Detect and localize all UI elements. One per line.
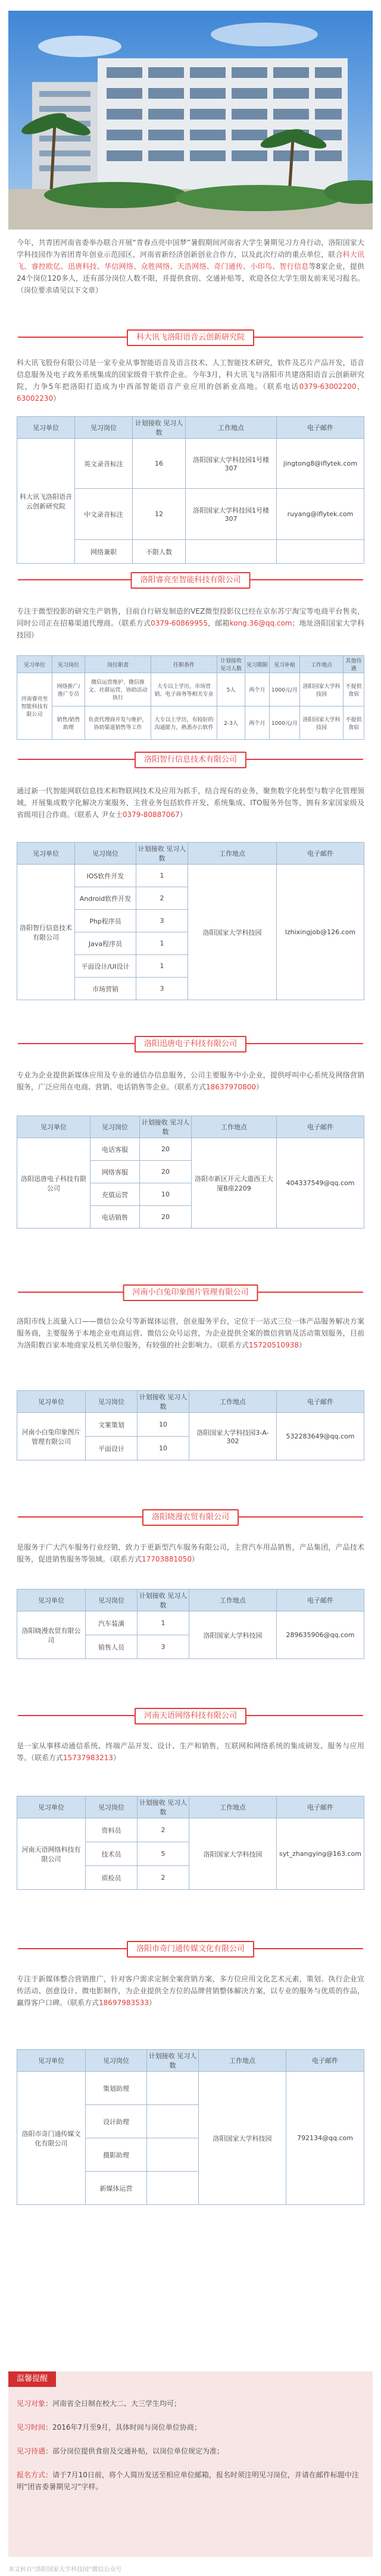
- cell-email: syt_zhangying@163.com: [277, 1818, 364, 1890]
- col-header: 见习单位: [17, 417, 75, 439]
- cell-count: 10: [138, 1413, 189, 1437]
- banner-title: 河南小白兔印象图片管理有限公司: [123, 1284, 258, 1301]
- desc-text: 专注于新媒体整合营销推广，针对客户需求定制全案营销方案，多方位应用文化艺术元素，策划、执行企业宣传活动、创意设计、微电影制作，为企业提供全方位的品牌营销整体解决方案，以专业的服务与优质的作品，赢得客户口碑。: [17, 1975, 364, 2007]
- col-header: 电子邮件: [277, 1796, 364, 1818]
- job-table-xiaoman: [17, 1589, 364, 1659]
- cell-email: 792134@qq.com: [286, 2072, 364, 2205]
- col-header: 计划接收见习人数: [217, 656, 245, 673]
- section-banner-tianyu: [0, 1707, 381, 1724]
- tip-value: ：部分岗位提供食宿及交通补贴，以岗位单位规定为准；: [45, 2447, 224, 2455]
- cell-count: 12: [133, 489, 186, 540]
- intro-after: 等8家企业，提供24个岗位120多人，还有部分岗位人数不限，并提供食宿、交通补贴等，欢迎各位大学生朋友前来见习报名。（岗位要求请见以下文章）: [17, 262, 364, 294]
- company-desc-xuntang: [17, 1069, 364, 1093]
- col-header: 见习单位: [17, 1589, 86, 1611]
- col-header: 见习岗位: [86, 1391, 138, 1413]
- cell-position: 充值运营: [90, 1183, 140, 1206]
- section-banner-zhixing: [0, 750, 381, 768]
- intro-paragraph: [17, 237, 364, 296]
- section-banner-xiaobaitu: [0, 1283, 381, 1301]
- col-header: 工作地点: [199, 2050, 286, 2072]
- col-header: 计划接收 见习人数: [138, 1391, 189, 1413]
- contact-phone: 17703881050: [142, 1555, 192, 1563]
- cell-position: 平面设计: [86, 1437, 138, 1460]
- col-header: 见习岗位: [90, 1116, 140, 1138]
- job-table-xiaobaitu: [17, 1390, 364, 1460]
- col-header: 任职条件: [151, 656, 217, 673]
- tip-item: [17, 2398, 364, 2409]
- cell-company: 河南睿亮至智能科技有限公司: [17, 673, 52, 740]
- cell-position: 中文录音标注: [75, 489, 133, 540]
- cell-location: 洛阳市新区开元大道西王大厦B座2209: [192, 1138, 277, 1229]
- col-header: 计划接收 见习人数: [138, 1796, 189, 1818]
- cell-location: [186, 540, 277, 564]
- desc-end: ；地址洛阳国家大学科技园）: [17, 619, 364, 639]
- job-table-projector: [17, 655, 364, 740]
- cell-company: 洛阳晓漫农贸有限公司: [17, 1611, 86, 1659]
- cell-count: 10: [140, 1183, 192, 1206]
- tip-key: 报名方式: [17, 2471, 46, 2479]
- col-header: 电子邮件: [277, 417, 364, 439]
- col-header: 电子邮件: [277, 843, 364, 865]
- cell-company: 河南天语网络科技有限公司: [17, 1818, 86, 1890]
- cell-position: 资料员: [86, 1818, 138, 1842]
- col-header: 岗位职责: [85, 656, 151, 673]
- cell-position: 电话销售: [90, 1206, 140, 1229]
- cell-location: 洛阳国家大学科技园: [189, 1611, 277, 1659]
- banner-title: 河南天语网络科技有限公司: [135, 1708, 246, 1724]
- cell-location: 洛阳国家大学科技园: [300, 673, 343, 706]
- banner-title: 洛阳晓漫农贸有限公司: [142, 1509, 239, 1526]
- cell-position: 平面设计/UI设计: [75, 955, 136, 978]
- cell-email: 289635906@qq.com: [277, 1611, 364, 1659]
- hero-photo: [8, 11, 373, 230]
- cell-position: 市场营销: [75, 978, 136, 1000]
- cell-location: 洛阳国家大学科技园1号楼307: [186, 489, 277, 540]
- cell-email: 532283649@qq.com: [277, 1413, 364, 1460]
- contact-phone: 18697983533: [99, 1999, 149, 2007]
- desc-text: 科大讯飞股份有限公司是一家专业从事智能语音及语言技术、人工智能技术研究，软件及芯片产品开发，语音信息服务及电子政务系统集成的国家级骨干软件企业。今年3月，科大讯飞与洛阳市共建洛阳语音云创新研究院，力争5年把洛阳打造成为中西部智能语音产业应用的创新业高地。（联系电话: [17, 359, 364, 391]
- company-desc-iflytek: [17, 357, 364, 404]
- contact-phone: 0379-63002200，63002230: [17, 382, 364, 403]
- footer-note: 本文转自“洛阳国家大学科技园”微信公众号: [8, 2566, 122, 2573]
- cell-email: [277, 540, 364, 564]
- cell-location: 洛阳国家大学科技园: [188, 865, 277, 1000]
- cell-count: [147, 2072, 199, 2105]
- cell-position: 策划助理: [86, 2072, 147, 2105]
- desc-text: 专业为企业提供新媒体应用及专业的通信办信息服务，公司主要服务中小企业，提供呼叫中心系统及网络营销服务，广泛应用在电商、营销、电话销售等企业。（联系方式: [17, 1071, 364, 1091]
- desc-end: ）: [179, 811, 187, 819]
- col-header: 见习单位: [17, 1391, 86, 1413]
- col-header: 电子邮件: [277, 1391, 364, 1413]
- company-desc-xiaobaitu: [17, 1315, 364, 1351]
- tip-key: 见习待遇: [17, 2447, 46, 2455]
- col-header: 电子邮件: [277, 1589, 364, 1611]
- tip-item: [17, 2421, 364, 2433]
- section-banner-projector: [0, 571, 381, 589]
- col-header: 见习岗位: [86, 2050, 147, 2072]
- cell-position: 设计助理: [86, 2105, 147, 2138]
- col-header: 见习岗位: [75, 417, 133, 439]
- cell-subsidy: 1000元/月: [270, 706, 300, 740]
- banner-title: 洛阳智行信息技术有限公司: [135, 752, 246, 768]
- tip-item: [17, 2445, 364, 2457]
- job-table-qimentong: [17, 2049, 364, 2205]
- cell-email: 404337549@qq.com: [277, 1138, 364, 1229]
- cell-count: 3: [136, 910, 188, 932]
- cell-requirement: 大专以上学历，市场营销、电子商务等相关专业: [151, 673, 217, 706]
- col-header: 见习期限: [245, 656, 270, 673]
- cell-position: 英文录音标注: [75, 439, 133, 489]
- contact-phone: 0379-80887067: [122, 811, 180, 819]
- desc-end: ）: [192, 1555, 199, 1563]
- desc-pre: （联系方式: [31, 1754, 64, 1762]
- col-header: 见习岗位: [75, 843, 136, 865]
- section-banner-xuntang: [0, 1035, 381, 1053]
- desc-text: 洛阳市线上流量入口——微信公众号等新媒体运营，创业服务平台，定位于一站式三位一体产品服务解决方案服务商，主要服务于本地企业电商运营、微信公众号运营，为企业提供全案的微信营销及活动策划服务，目前为洛阳数百家本地商家及机关单位服务，有较强的社会影响力。: [17, 1317, 364, 1349]
- cell-count: 20: [140, 1161, 192, 1183]
- col-header: 见习单位: [17, 1116, 90, 1138]
- col-header: 工作地点: [192, 1116, 277, 1138]
- cell-location: 洛阳国家大学科技园: [300, 706, 343, 740]
- intro-before: 今年，共青团河南省委举办联合开展“青春点亮中国梦”暑假期间河南省大学生暑期见习方舟行动，洛阳国家大学科技园作为省团青年创业示范园区，河南省新经济创新创业合作方，以及此次行动的重点单位，联合: [17, 238, 364, 259]
- cell-count: 10: [138, 1437, 189, 1460]
- tip-value: ：2016年7月至9月，具体时间与岗位单位协商；: [45, 2423, 201, 2432]
- company-desc-xiaoman: [17, 1541, 364, 1565]
- desc-pre: （联系方式: [217, 1341, 249, 1349]
- cell-count: [147, 2138, 199, 2172]
- col-header: 见习岗位: [52, 656, 85, 673]
- desc-end: ）: [256, 1083, 264, 1091]
- desc-end: ）: [299, 1341, 307, 1349]
- cell-company: 洛阳迅唐电子科技有限公司: [17, 1138, 90, 1229]
- cell-count: 2: [136, 887, 188, 910]
- cell-position: 销售/销售助理: [52, 706, 85, 740]
- cell-other: 不提供食宿: [343, 673, 364, 706]
- cell-count: 2-3人: [217, 706, 245, 740]
- desc-text: 通过新一代智能网联信息技术和物联网技术及应用为抓手，结合现有的业务，聚焦数字化转型与数字化管理领域，开展集成数字化解决方案服务，主营业务包括软件开发、系统集成、ITO服务外包等，拥有多家国家级及省级项目合作商。（联系人 尹女士: [17, 787, 364, 819]
- contact-email: kong.36@qq.com: [229, 619, 292, 627]
- col-header: 工作地点: [189, 1796, 277, 1818]
- col-header: 计划接收 见习人数: [147, 2050, 199, 2072]
- section-banner-qimentong: [0, 1940, 381, 1958]
- banner-title: 科大讯飞洛阳语音云创新研究院: [127, 329, 254, 346]
- cell-requirement: 大专以上学历，有较好的沟通能力，熟悉办公软件: [151, 706, 217, 740]
- col-header: 见习补贴: [270, 656, 300, 673]
- cell-other: 不提供食宿: [343, 706, 364, 740]
- cell-email: lzhixingjob@126.com: [277, 865, 364, 1000]
- banner-title: 洛阳睿亮至智能科技有限公司: [130, 572, 250, 589]
- company-desc-tianyu: [17, 1740, 364, 1764]
- desc-mid: ，邮箱: [208, 619, 230, 627]
- desc-text: 是服务于广大汽车服务行业经销，致力于更新型汽车服务有限公司，主营汽车用品销售，产品集团，产品技术服务，促进销售服务等领域。（联系方式: [17, 1543, 364, 1563]
- cell-count: 1: [136, 865, 188, 887]
- col-header: 见习单位: [17, 656, 52, 673]
- tip-key: 见习对象: [17, 2399, 46, 2408]
- col-header: 工作地点: [189, 1589, 277, 1611]
- cell-count: 5: [138, 1842, 189, 1866]
- cell-position: Android软件开发: [75, 887, 136, 910]
- col-header: 见习单位: [17, 1796, 86, 1818]
- cell-position: 技术员: [86, 1842, 138, 1866]
- col-header: 见习岗位: [86, 1589, 138, 1611]
- col-header: 计划接收 见习人数: [136, 843, 188, 865]
- contact-phone: 15720510938: [249, 1341, 299, 1349]
- job-table-iflytek: [17, 416, 364, 564]
- contact-phone: 18637970800: [206, 1083, 256, 1091]
- cell-count: 5人: [217, 673, 245, 706]
- col-header: 电子邮件: [286, 2050, 364, 2072]
- cell-position: 电话客服: [90, 1138, 140, 1161]
- company-desc-qimentong: [17, 1973, 364, 2009]
- job-table-xuntang: [17, 1116, 364, 1229]
- cell-position: 汽车装潢: [86, 1611, 138, 1635]
- banner-title: 洛阳市奇门通传媒文化有限公司: [127, 1941, 254, 1958]
- cell-position: Php程序员: [75, 910, 136, 932]
- cell-count: 2: [138, 1866, 189, 1890]
- cell-location: 洛阳国家大学科技园: [199, 2072, 286, 2205]
- tips-header: 温馨提醒: [8, 2371, 56, 2387]
- tip-value: ：请于7月10日前，将个人简历发送至相应单位邮箱，报名时须注明见习岗位，并请在邮件标题中注明“团省委暑期见习”字样。: [17, 2471, 359, 2491]
- cell-position: 网络客服: [90, 1161, 140, 1183]
- cell-position: 质检员: [86, 1866, 138, 1890]
- cell-company: 洛阳市奇门通传媒文化有限公司: [17, 2072, 86, 2205]
- col-header: 计划接收 见习人数: [133, 417, 186, 439]
- col-header: 工作地点: [188, 843, 277, 865]
- cell-subsidy: 1000元/月: [270, 673, 300, 706]
- cell-count: 不限人数: [133, 540, 186, 564]
- intro-companies: 科大讯飞、睿控欧亿、迅唐科技、华信网络、众胜网络、天浩网络、奇门通传、小印鸟、智行信息: [17, 250, 364, 271]
- cell-position: 新媒体运营: [86, 2172, 147, 2205]
- cell-count: 3: [136, 978, 188, 1000]
- col-header: 电子邮件: [277, 1116, 364, 1138]
- banner-title: 洛阳迅唐电子科技有限公司: [135, 1036, 246, 1053]
- col-header: 见习岗位: [86, 1796, 138, 1818]
- cell-count: 16: [133, 439, 186, 489]
- cell-count: [147, 2172, 199, 2205]
- tip-key: 见习时间: [17, 2423, 46, 2432]
- section-banner-iflytek: [0, 328, 381, 346]
- cell-company: 洛阳智行信息技术有限公司: [17, 865, 75, 1000]
- cell-location: 洛阳国家大学科技园1号楼307: [186, 439, 277, 489]
- desc-end: ）: [53, 394, 61, 403]
- company-desc-zhixing: [17, 785, 364, 821]
- cell-count: 20: [140, 1138, 192, 1161]
- cell-company: 科大讯飞洛阳语音云创新研究院: [17, 439, 75, 564]
- cell-location: 洛阳国家大学科技园: [189, 1818, 277, 1890]
- col-header: 工作地点: [300, 656, 343, 673]
- job-table-tianyu: [17, 1796, 364, 1890]
- col-header: 工作地点: [186, 417, 277, 439]
- cell-duty: 微信运营维护、微信推文、社群运营，协助活动执行: [85, 673, 151, 706]
- tip-item: [17, 2469, 364, 2493]
- cell-position: 文案策划: [86, 1413, 138, 1437]
- contact-phone: 0379-60869955: [151, 619, 208, 627]
- cell-position: Java程序员: [75, 932, 136, 955]
- cell-count: 1: [136, 932, 188, 955]
- cell-count: 20: [140, 1206, 192, 1229]
- col-header: 工作地点: [189, 1391, 277, 1413]
- cell-count: 1: [136, 955, 188, 978]
- cell-position: 网络兼职: [75, 540, 133, 564]
- cell-position: 网络推广/推广专员: [52, 673, 85, 706]
- job-table-zhixing: [17, 842, 364, 1000]
- desc-text: 是一家从事移动通信系统、终端产品开发、设计、生产和销售，互联网和网络系统的集成研发、服务与应用等。: [17, 1742, 364, 1762]
- cell-period: 两个月: [245, 673, 270, 706]
- desc-pre: （联系方式: [67, 1999, 99, 2007]
- tip-value: ：河南省全日制在校大二、大三学生均可；: [45, 2399, 182, 2408]
- company-desc-projector: [17, 605, 364, 641]
- col-header: 其他待遇: [343, 656, 364, 673]
- cell-count: [147, 2105, 199, 2138]
- section-banner-xiaoman: [0, 1508, 381, 1526]
- cell-count: 2: [138, 1818, 189, 1842]
- desc-end: ）: [149, 1999, 157, 2007]
- desc-end: ）: [113, 1754, 121, 1762]
- cell-count: 1: [138, 1611, 189, 1635]
- cell-email: jingtong8@iflytek.com: [277, 439, 364, 489]
- desc-text: 专注于微型投影的研究生产销售，目前自行研发制造的VEZ微型投影仪已经在京东苏宁淘宝等电商平台售卖，同时公司正在招募渠道代理商。（联系方式: [17, 607, 364, 627]
- cell-email: ruyang@iflytek.com: [277, 489, 364, 540]
- tips-box: [8, 2371, 373, 2557]
- cell-position: IOS软件开发: [75, 865, 136, 887]
- cell-position: 摄影助理: [86, 2138, 147, 2172]
- col-header: 见习单位: [17, 843, 75, 865]
- col-header: 计划接收 见习人数: [140, 1116, 192, 1138]
- col-header: 见习单位: [17, 2050, 86, 2072]
- cell-company: 河南小白兔印象图片管理有限公司: [17, 1413, 86, 1460]
- cell-period: 两个月: [245, 706, 270, 740]
- contact-phone: 15737983213: [63, 1754, 114, 1762]
- cell-location: 洛阳国家大学科技园3-A-302: [189, 1413, 277, 1460]
- cell-position: 销售人员: [86, 1635, 138, 1659]
- col-header: 计划接收 见习人数: [138, 1589, 189, 1611]
- cell-count: 3: [138, 1635, 189, 1659]
- cell-duty: 负责代理商开发与维护，协助渠道销售等工作: [85, 706, 151, 740]
